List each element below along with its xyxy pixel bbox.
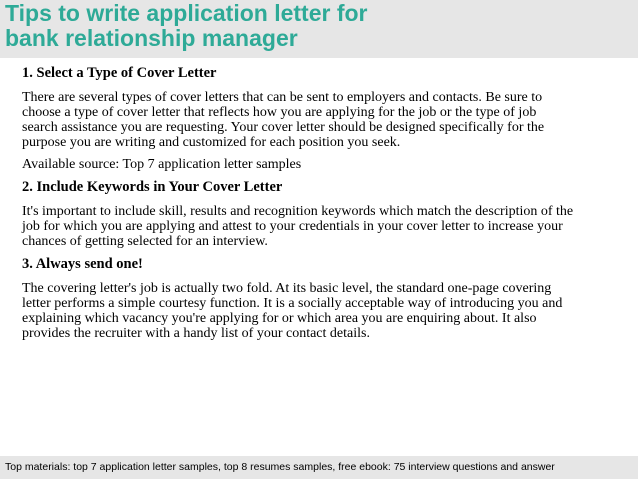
section-heading: 3. Always send one!: [22, 256, 143, 272]
paragraph: [22, 281, 622, 341]
paragraph-line: provides the recruiter with a handy list of your contact details.: [22, 326, 370, 341]
paragraph-line: purpose you are writing and customized for each position you seek.: [22, 135, 401, 150]
footer-bar: [0, 456, 638, 479]
paragraph-line: Available source: Top 7 application letter samples: [22, 157, 302, 172]
page-title-line-1: Tips to write application letter for: [5, 0, 368, 26]
title-bar: [0, 0, 638, 58]
paragraph: [22, 90, 622, 150]
paragraph-line: chances of getting selected for an interview.: [22, 234, 268, 249]
paragraph-line: explaining which vacancy you're applying for or which area you are enquiring about. It also: [22, 311, 537, 326]
paragraph-line: job for which you are applying and attest to your credentials in your cover letter to increase your: [22, 219, 563, 234]
section-heading: 1. Select a Type of Cover Letter: [22, 65, 217, 81]
page-title-line-2: bank relationship manager: [5, 25, 298, 51]
paragraph-line: choose a type of cover letter that reflects how you are applying for the job or the type of job: [22, 105, 537, 120]
section-heading: 2. Include Keywords in Your Cover Letter: [22, 179, 283, 195]
paragraph: [22, 204, 622, 249]
section-cover-letter-type: [22, 65, 622, 172]
section-always-send: [22, 256, 622, 341]
paragraph-line: There are several types of cover letters that can be sent to employers and contacts. Be sure to: [22, 90, 543, 105]
footer-text: Top materials: top 7 application letter samples, top 8 resumes samples, free ebook: 75 interview questions and answer: [5, 461, 555, 473]
paragraph-line: letter performs a simple courtesy function. It is a socially acceptable way of introducing you and: [22, 296, 563, 311]
source-note: [22, 157, 622, 172]
section-keywords: [22, 179, 622, 249]
paragraph-line: search assistance you are requesting. Your cover letter should be designed specifically for the: [22, 120, 545, 135]
slide-content: [22, 65, 622, 348]
paragraph-line: It's important to include skill, results and recognition keywords which match the description of the: [22, 204, 574, 219]
paragraph-line: The covering letter's job is actually two fold. At its basic level, the standard one-page covering: [22, 281, 552, 296]
